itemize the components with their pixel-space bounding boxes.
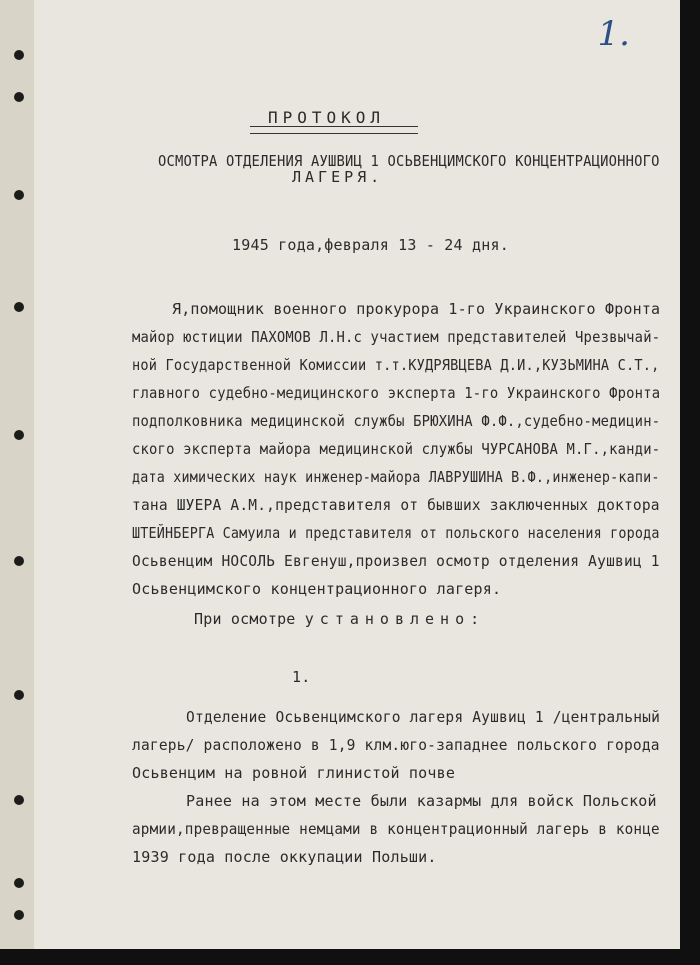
document-date: 1945 года,февраля 13 - 24 дня. xyxy=(232,236,509,254)
section1-line: Отделение Осьвенцимского лагеря Аушвиц 1 /центральный xyxy=(186,708,661,726)
section1-line: Осьвенцим на ровной глинистой почве xyxy=(132,764,456,782)
punch-hole xyxy=(14,50,24,60)
subtitle-line-2: ЛАГЕРЯ. xyxy=(292,168,384,186)
scan-edge-right xyxy=(680,0,700,965)
section1-line: лагерь/ расположено в 1,9 клм.юго-западнее польского города xyxy=(132,736,660,754)
intro-line: Осьвенцимского концентрационного лагеря. xyxy=(132,580,502,598)
punch-hole xyxy=(14,430,24,440)
section2-line: 1939 года после оккупации Польши. xyxy=(132,848,437,866)
intro-line: тана ШУЕРА А.М.,представителя от бывших заключенных доктора xyxy=(132,496,660,514)
punch-hole xyxy=(14,302,24,312)
established-prefix: При осмотре xyxy=(194,610,296,628)
folio-number: 1. xyxy=(597,14,630,54)
intro-line: Я,помощник военного прокурора 1-го Украинского Фронта xyxy=(172,300,661,318)
punch-hole xyxy=(14,92,24,102)
intro-line: ского эксперта майора медицинской службы ЧУРСАНОВА М.Г.,канди- xyxy=(132,440,661,458)
section2-line: Ранее на этом месте были казармы для войск Польской xyxy=(186,792,657,810)
subtitle-line-1: ОСМОТРА ОТДЕЛЕНИЯ АУШВИЦ 1 ОСЬВЕНЦИМСКОГО КОНЦЕНТРАЦИОННОГО xyxy=(158,152,660,170)
punch-hole xyxy=(14,910,24,920)
punch-hole xyxy=(14,190,24,200)
intro-line: главного судебно-медицинского эксперта 1-го Украинского Фронта xyxy=(132,384,661,402)
intro-line: Осьвенцим НОСОЛЬ Евгенуш,произвел осмотр отделения Аушвиц 1 xyxy=(132,552,660,570)
scan-edge-bottom xyxy=(0,949,700,965)
intro-line: подполковника медицинской службы БРЮХИНА Ф.Ф.,судебно-медицин- xyxy=(132,412,661,430)
intro-line: майор юстиции ПАХОМОВ Л.Н.с участием представителей Чрезвычай- xyxy=(132,328,661,346)
punch-hole xyxy=(14,690,24,700)
punch-hole xyxy=(14,556,24,566)
title-underline xyxy=(250,126,418,134)
document-title: ПРОТОКОЛ xyxy=(268,108,386,127)
punch-hole xyxy=(14,878,24,888)
intro-line: дата химических наук инженер-майора ЛАВРУШИНА В.Ф.,инженер-капи- xyxy=(132,468,660,486)
punch-hole xyxy=(14,795,24,805)
established-line xyxy=(194,610,485,628)
binding-strip xyxy=(0,0,34,965)
section-number: 1. xyxy=(292,668,311,686)
intro-line: ной Государственной Комиссии т.т.КУДРЯВЦЕВА Д.И.,КУЗЬМИНА С.Т., xyxy=(132,356,660,374)
section2-line: армии,превращенные немцами в концентрационный лагерь в конце xyxy=(132,820,660,838)
intro-line: ШТЕЙНБЕРГА Самуила и представителя от польского населения города xyxy=(132,524,660,542)
established-word: установлено: xyxy=(304,610,486,628)
